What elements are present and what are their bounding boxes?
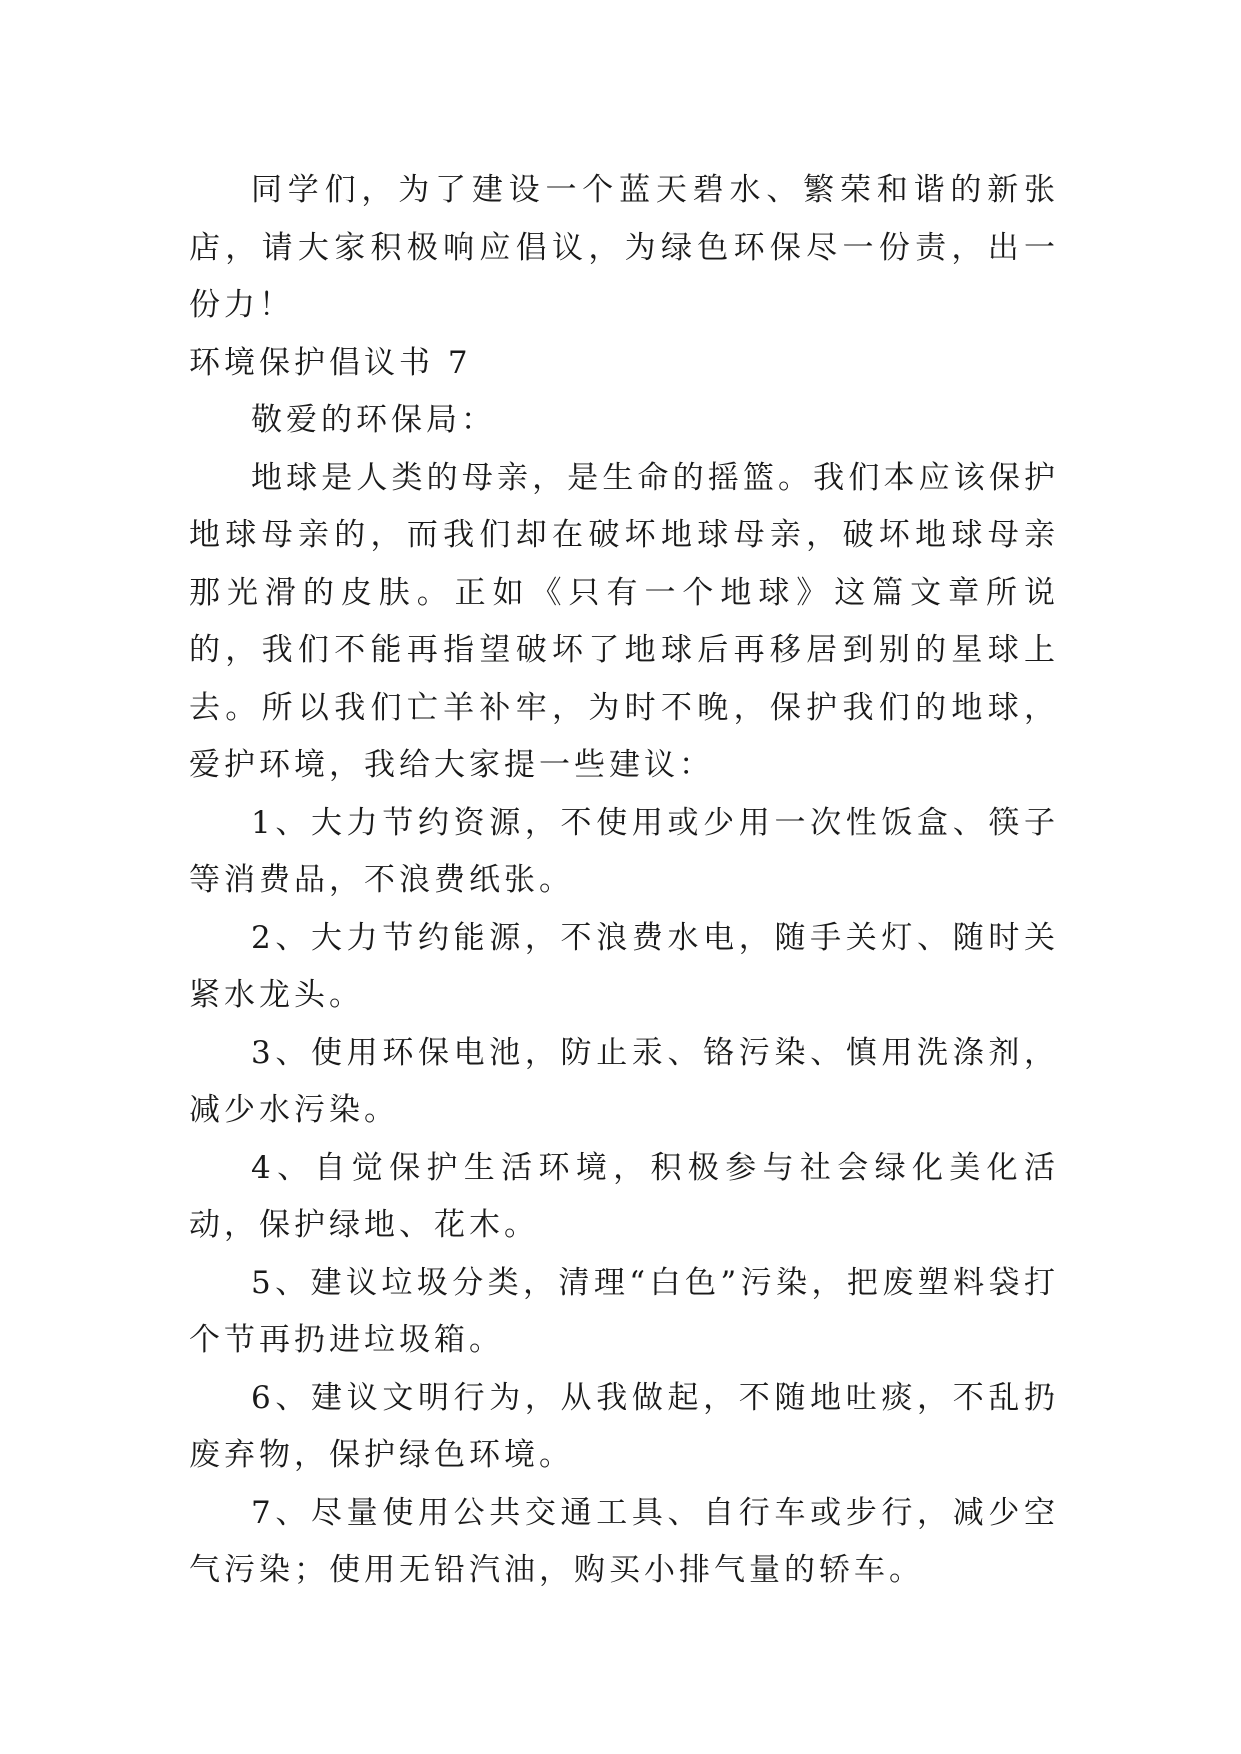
salutation: 敬爱的环保局： bbox=[251, 402, 496, 438]
closing-paragraph: 同学们，为了建设一个蓝天碧水、繁荣和谐的新张店，请大家积极响应倡议，为绿色环保尽一份责，出一份力！ bbox=[189, 172, 1059, 323]
proposal-item-5: 5、建议垃圾分类，清理“白色”污染，把废塑料袋打个节再扔进垃圾箱。 bbox=[189, 1264, 1059, 1358]
section-title: 环境保护倡议书 7 bbox=[189, 344, 472, 381]
proposal-item-3: 3、使用环保电池，防止汞、铬污染、慎用洗涤剂，减少水污染。 bbox=[189, 1034, 1059, 1128]
document-body bbox=[189, 162, 1059, 1600]
proposal-item-7: 7、尽量使用公共交通工具、自行车或步行，减少空气污染；使用无铅汽油，购买小排气量的轿车。 bbox=[189, 1494, 1059, 1588]
proposal-item-4: 4、自觉保护生活环境，积极参与社会绿化美化活动，保护绿地、花木。 bbox=[189, 1149, 1059, 1243]
proposal-item-1: 1、大力节约资源，不使用或少用一次性饭盒、筷子等消费品，不浪费纸张。 bbox=[189, 804, 1059, 898]
proposal-item-6: 6、建议文明行为，从我做起，不随地吐痰，不乱扔废弃物，保护绿色环境。 bbox=[189, 1379, 1059, 1473]
proposal-item-2: 2、大力节约能源，不浪费水电，随手关灯、随时关紧水龙头。 bbox=[189, 919, 1059, 1013]
intro-paragraph: 地球是人类的母亲，是生命的摇篮。我们本应该保护地球母亲的，而我们却在破坏地球母亲，破坏地球母亲那光滑的皮肤。正如《只有一个地球》这篇文章所说的，我们不能再指望破坏了地球后再移居到别的星球上去。所以我们亡羊补牢，为时不晚，保护我们的地球，爱护环境，我给大家提一些建议： bbox=[189, 459, 1059, 783]
